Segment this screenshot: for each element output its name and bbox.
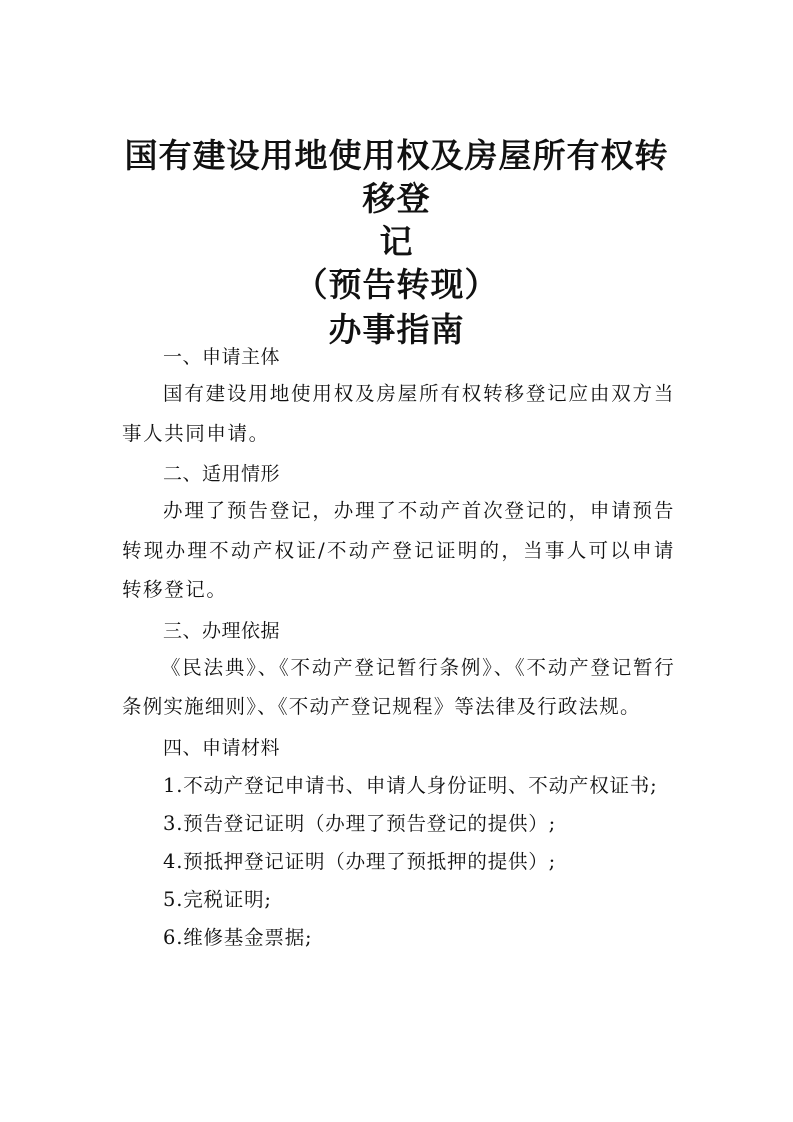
- list-item: 3.预告登记证明（办理了预告登记的提供）;: [163, 811, 556, 835]
- document-title: [110, 134, 683, 351]
- list-item: 1.不动产登记申请书、申请人身份证明、不动产权证书;: [163, 773, 658, 797]
- section-heading-basis: 三、办理依据: [163, 619, 281, 642]
- document-body: [122, 336, 675, 957]
- title-line-2: 记: [379, 222, 414, 261]
- section-paragraph-scope: 办理了预告登记，办理了不动产首次登记的，申请预告转现办理不动产权证/不动产登记证明的，当事人可以申请转移登记。: [122, 499, 675, 601]
- section-paragraph-basis: 《民法典》、《不动产登记暂行条例》、《不动产登记暂行条例实施细则》、《不动产登记规程》等法律及行政法规。: [122, 655, 675, 718]
- section-heading-applicant: 一、申请主体: [163, 346, 281, 368]
- list-item: 6.维修基金票据;: [163, 925, 313, 949]
- list-item: 4.预抵押登记证明（办理了预抵押的提供）;: [163, 849, 556, 873]
- section-heading-scope: 二、适用情形: [163, 463, 281, 485]
- list-item: 5.完税证明;: [163, 887, 272, 911]
- materials-list: [122, 767, 675, 957]
- title-line-1: 国有建设用地使用权及房屋所有权转移登: [124, 136, 669, 218]
- title-line-3: （预告转现）: [294, 265, 499, 304]
- section-heading-materials: 四、申请材料: [163, 736, 281, 759]
- section-paragraph-applicant: 国有建设用地使用权及房屋所有权转移登记应由双方当事人共同申请。: [122, 382, 675, 445]
- title-line-4: 办事指南: [328, 310, 465, 349]
